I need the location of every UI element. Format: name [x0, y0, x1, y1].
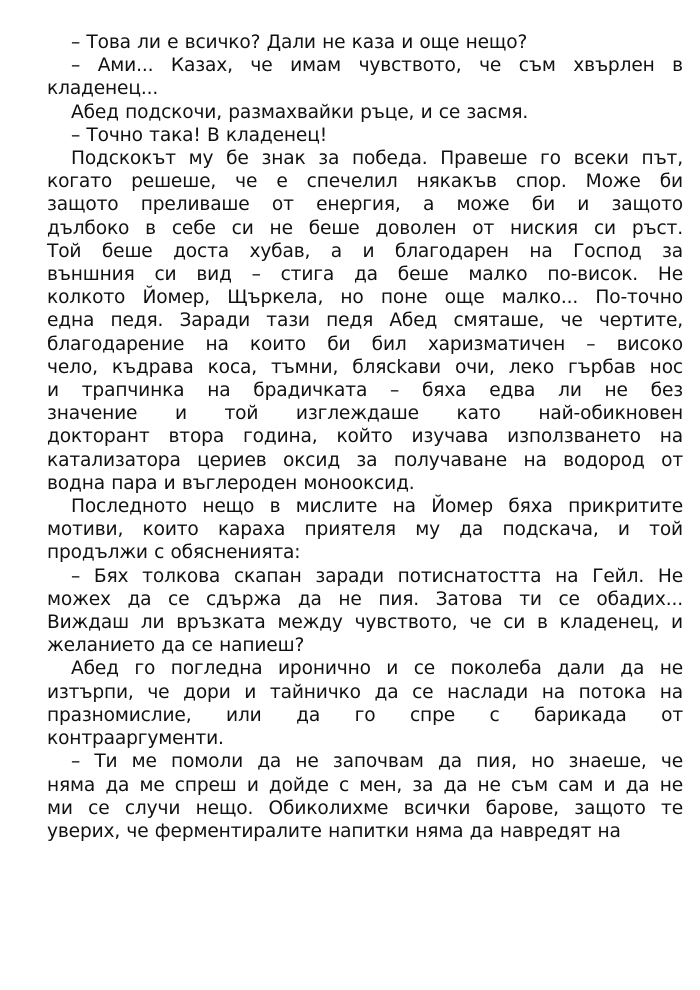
text-line: Подскокът му бе знак за победа. Правеше го всеки път, [71, 148, 683, 170]
text-line: Последното нещо в мислите на Йомер бяха прикритите [71, 496, 683, 518]
body-text [47, 31, 683, 843]
paragraph [47, 657, 683, 750]
paragraph [71, 31, 683, 54]
text-line: изтърпи, че дори и тайничко да се наслади на потока на [47, 681, 683, 703]
text-line: външния си вид – стига да беше малко по-висок. Не [47, 264, 683, 286]
text-line: няма да ме спреш и дойде с мен, за да не съм сам и да не [47, 774, 683, 796]
text-line: кладенец... [47, 78, 159, 100]
text-line: чело, къдрава коса, тъмни, блясkави очи, леко гърбав нос [47, 356, 683, 378]
text-line: Абед подскочи, размахвайки ръце, и се засмя. [71, 101, 529, 123]
text-line: можех да се сдържа да не пия. Затова ти се обадих... [47, 588, 683, 610]
text-line: мотиви, които караха приятеля му да подскача, и той [47, 519, 683, 541]
text-line: ми се случи нещо. Обиколихме всички барове, защото те [47, 797, 683, 819]
text-line: – Ти ме помоли да не започвам да пия, но знаеше, че [71, 751, 683, 773]
text-line: уверих, че ферментиралите напитки няма да навредят на [47, 820, 621, 842]
text-line: дълбоко в себе си не беше доволен от ниския си ръст. [47, 217, 683, 239]
text-line: катализатора цериев оксид за получаване на водород от [47, 449, 683, 471]
paragraph [47, 750, 683, 843]
text-line: благодарение на които би бил харизматичен – високо [47, 333, 683, 355]
text-line: водна пара и въглероден монооксид. [47, 472, 415, 494]
text-line: докторант втора година, който изучава използването на [47, 426, 683, 448]
text-line: празномислие, или да го спре с барикада от [47, 704, 683, 726]
paragraph [47, 54, 683, 100]
paragraph [47, 147, 683, 495]
text-line: когато решеше, че е спечелил някакъв спор. Може би [47, 171, 683, 193]
text-line: – Това ли е всичко? Дали не каза и още нещо? [71, 32, 528, 53]
paragraph [71, 101, 683, 124]
text-line: Той беше доста хубав, а и благодарен на Господ за [47, 240, 683, 262]
text-line: – Ами... Казах, че имам чувството, че съм хвърлен в [71, 55, 683, 77]
paragraph [47, 495, 683, 565]
text-line: една педя. Заради тази педя Абед смяташе, че чертите, [47, 310, 683, 332]
text-line: желанието да се напиеш? [47, 635, 305, 657]
text-line: значение и той изглеждаше като най-обикновен [47, 403, 683, 425]
text-line: – Точно така! В кладенец! [71, 124, 328, 146]
paragraph [71, 124, 683, 147]
text-line: продължи с обясненията: [47, 542, 301, 564]
text-line: защото преливаше от енергия, а може би и защото [47, 194, 683, 216]
text-line: Виждаш ли връзката между чувството, че си в кладенец, и [47, 612, 683, 634]
text-line: и трапчинка на брадичката – бяха едва ли не без [47, 380, 683, 402]
text-line: – Бях толкова скапан заради потиснатостта на Гейл. Не [71, 565, 683, 587]
text-line: контрааргументи. [47, 728, 224, 750]
text-line: Абед го погледна иронично и се поколеба дали да не [71, 658, 683, 680]
text-line: колкото Йомер, Щъркела, но поне още малко... По-точно [47, 287, 683, 309]
paragraph [47, 565, 683, 658]
